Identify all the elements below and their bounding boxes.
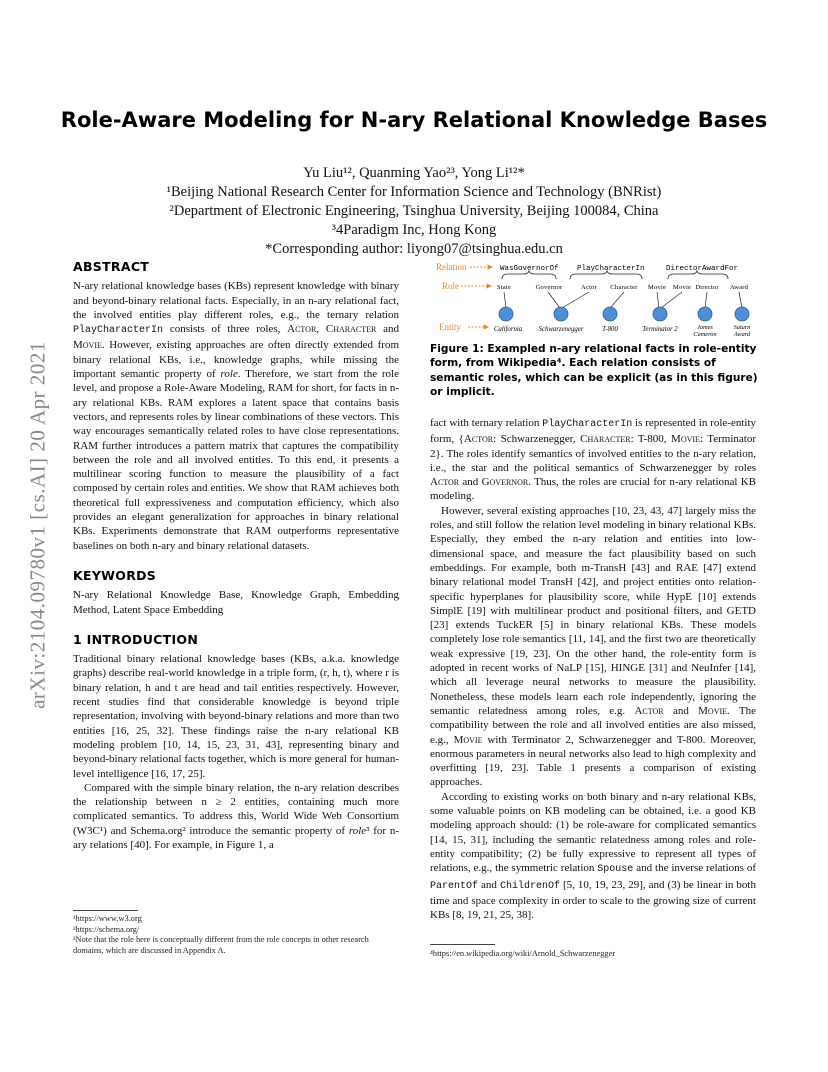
node-saturn-award [735,307,749,321]
label-entity: Entity [439,322,461,332]
footnote-rule-left [73,910,138,911]
entity-schwarzenegger: Schwarzenegger [538,326,584,333]
relation-directorawardfor: DirectorAwardFor [666,265,739,273]
affiliation-3: ³4Paradigm Inc, Hong Kong [331,222,497,238]
node-james-cameron [698,307,712,321]
role-character: Character [610,284,638,291]
relation-wasgovernorof: WasGovernorOf [500,265,559,273]
figure-1-diagram [430,258,760,340]
entity-james-cameron: James Cameron [693,324,717,338]
affiliation-2: ²Department of Electronic Engineering, Tsinghua University, Beijing 100084, China [169,203,659,219]
role-award: Award [729,284,749,291]
affiliation-1: ¹Beijing National Research Center for Information Science and Technology (BNRist) [166,184,662,200]
abstract-heading: ABSTRACT [73,259,150,274]
figure-1-caption: Figure 1: Exampled n-ary relational facts in role-entity form, from Wikipedia⁴. Each relation consists of semantic roles, which can be explicit (as in this figure) or implicit. [430,343,758,398]
footnotes-left [73,914,399,956]
role-movie-1: Movie [647,284,667,291]
author-block [60,164,768,259]
entity-terminator-2: Terminator 2 [642,326,678,333]
keywords-text: N-ary Relational Knowledge Base, Knowledge Graph, Embedding Method, Latent Space Embedding [73,589,399,616]
footnote-2: ²https://schema.org/ [73,924,140,934]
node-t800 [603,307,617,321]
intro-paragraph-1: Traditional binary relational knowledge bases (KBs, a.k.a. knowledge graphs) describe real-world knowledge in a triple form, (r, h, t), where r is binary relation, h and t are head and tail entities respectively. However, recent studies find that considerable knowledge is beyond triple representation, involving with beyond-binary relations and more than two entities [16, 25, 32]. These findings raise the n-ary relational KB modeling problem [10, 14, 15, 23, 31, 43], representing binary and beyond-binary relational facts together, which is more general for human-level intelligence [16, 17, 25]. [73,653,399,780]
label-relation: Relation [436,262,467,272]
intro-paragraph-2: Compared with the simple binary relation, the n-ary relation describes the relationship between n ≥ 2 entities, containing much more complicated semantics. To address this, World Wide Web Consortium (W3C¹) and Schema.org² introduce the semantic property of role³ for n-ary relations [40]. For example, in Figure 1, a [73,781,399,851]
entity-california: California [493,326,523,333]
introduction-heading: 1 INTRODUCTION [73,631,199,647]
paper-title: Role-Aware Modeling for N-ary Relational Knowledge Bases [60,108,768,132]
node-terminator-2 [653,307,667,321]
entity-t800: T-800 [602,326,618,333]
arxiv-identifier: arXiv:2104.09780v1 [cs.AI] 20 Apr 2021 [25,341,50,709]
role-state: State [496,284,512,291]
right-column [430,416,756,922]
label-role: Role [442,281,459,291]
right-paragraph-2: However, several existing approaches [10, 23, 43, 47] largely miss the roles, and still follow the relation level modeling in binary relational KBs. Especially, they embed the n-ary relation and entities into low-dimensional space, and measure the fact plausibility based on such embeddings. For example, both m-TransH [43] and RAE [47] extend binary relational model TransH [42], and project entities onto relation-specific hyperplanes for plausibility score, while HypE [10] extends SimplE [19] with multilinear product and positional filters, and GETD [23] extends TuckER [5] in binary relational KBs. These models completely lose role semantics [11, 14], and the first two are theoretically weak expressive [19, 23]. On the other hand, the role-entity form is adopted in recent works of NaLP [15], HINGE [31] and NeuInfer [14], which all leverage neural networks to measure the plausibility. Nonetheless, these models learn each role independently, ignoring the semantic relatedness among roles, e.g. Actor and Movie. The compatibility between the role and all involved entities are also missed, e.g., Movie with Terminator 2, Schwarzenegger and T-800. Moreover, enormous parameters in neural networks also lead to high complexity and overfitting [19, 23]. Table 1 presents a comparison of existing approaches. [430,504,756,789]
right-paragraph-3: According to existing works on both binary and n-ary relational KBs, some valuable points on KB modeling can be obtained, i.e. a good KB modeling approach should: (1) be role-aware for complicated semantics [14, 15, 31], including the semantic relatedness among roles and role-entity compatibility; (2) be fully expressive to represent all types of relations, e.g., the symmetric relation Spouse and the inverse relations of ParentOf and ChildrenOf [5, 10, 19, 23, 29], and (3) be linear in both time and space complexity in order to scale to the growing size of current KBs [8, 19, 21, 25, 38]. [430,790,756,922]
right-paragraph-1: fact with ternary relation PlayCharacterIn is represented in role-entity form, {Actor: Schwarzenegger, Character: T-800, Movie: Terminator 2}. The roles identify semantics of involved entities to the n-ary relation, i.e., the star and the political semantics of Schwarzenegger by roles Actor and Governor. Thus, the roles are crucial for n-ary relational KB modeling. [430,417,757,503]
relation-playcharacterin: PlayCharacterIn [577,265,645,273]
footnote-rule-right [430,944,495,945]
abstract-text: N-ary relational knowledge bases (KBs) represent knowledge with binary and beyond-binary relational facts. Especially, in an n-ary relational fact, the involved entities play different roles, e.g., the ternary relation PlayCharacterIn consists of three roles, Actor, Character and Movie. However, existing approaches are often directly extended from binary relational KBs, i.e., knowledge graphs, while missing the important semantic property of role. Therefore, we start from the role level, and propose a Role-Aware Modeling, RAM for short, for facts in n-ary relational KBs. RAM explores a latent space that contains basis vectors, and represents roles by linear combinations of these vectors. This way encourages semantically related roles to have close representations. RAM further introduces a pattern matrix that captures the compatibility between the role and all involved entities. To this end, it presents a multilinear scoring function to measure the plausibility of a fact composed by certain roles and entities. We show that RAM achieves both theoretical full expressiveness and computation efficiency, which also provides an elegant generalization for approaches in binary relational KBs. Experiments demonstrate that RAM outperforms representative baselines on both n-ary and binary relational datasets. [73,280,399,552]
role-movie-2: Movie [672,284,692,291]
author-names: Yu Liu¹², Quanming Yao²³, Yong Li¹²* [303,165,525,181]
role-entity-edges [504,292,742,308]
corresponding-author: *Corresponding author: liyong07@tsinghua.edu.cn [265,241,563,257]
footnote-1: ¹https://www.w3.org [73,914,142,923]
entity-saturn-award: Saturn Award [733,324,751,338]
keywords-heading: KEYWORDS [73,567,157,583]
node-california [499,307,513,321]
footnote-3: ³Note that the role here is conceptually different from the role concepts in other research domains, which are discussed in Appendix A. [73,935,369,955]
role-director: Director [695,284,719,291]
role-governor: Governor [535,284,563,291]
footnote-4: ⁴https://en.wikipedia.org/wiki/Arnold_Schwarzenegger [430,949,616,958]
role-actor: Actor [580,284,598,291]
left-column [73,260,399,852]
node-schwarzenegger [554,307,568,321]
